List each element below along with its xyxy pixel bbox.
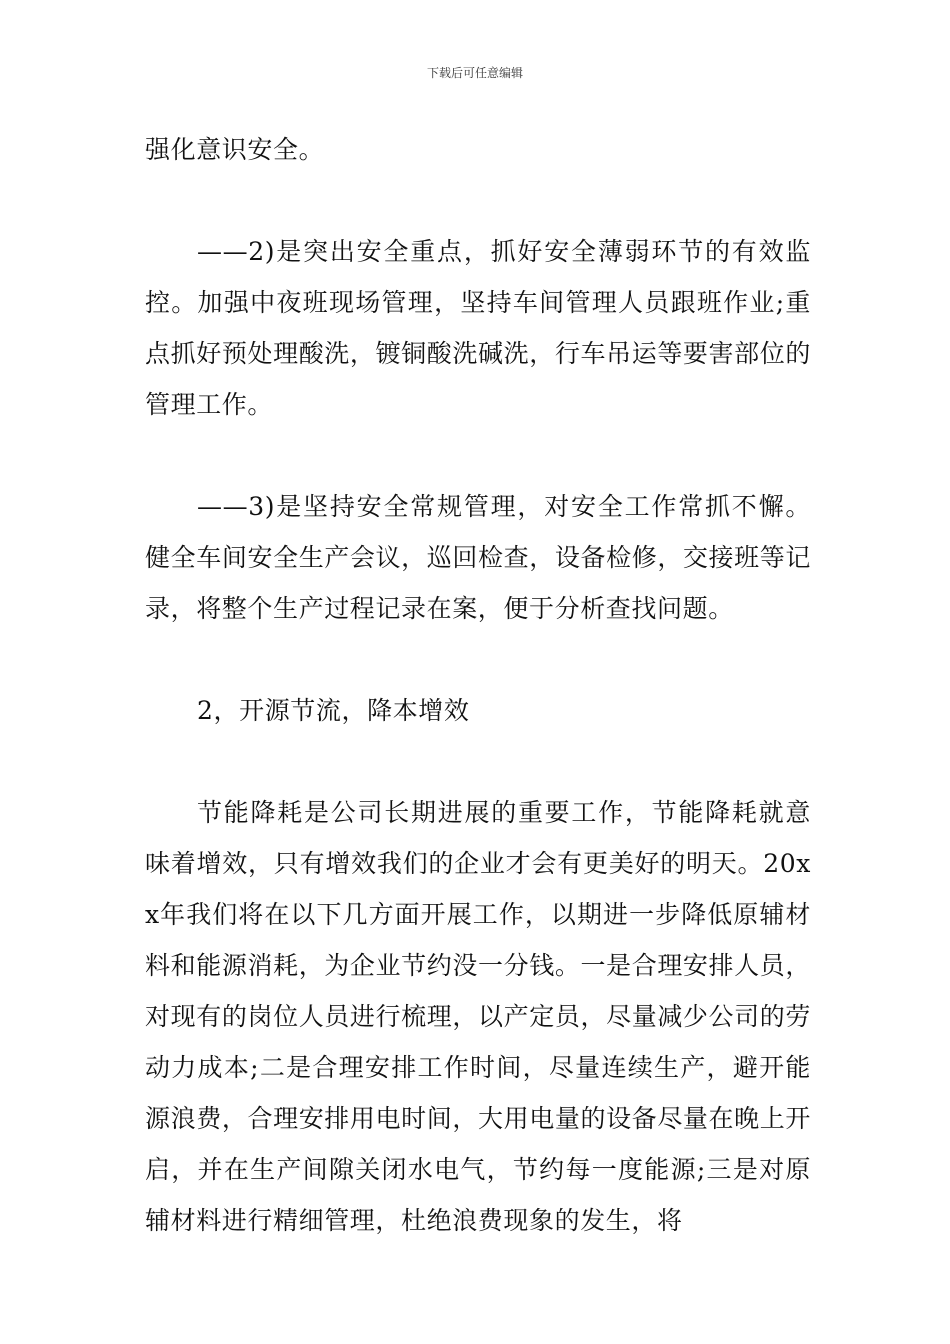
paragraph-item-2: ——2)是突出安全重点，抓好安全薄弱环节的有效监控。加强中夜班现场管理，坚持车间管理人员跟班作业;重点抓好预处理酸洗，镀铜酸洗碱洗，行车吊运等要害部位的管理工作。	[145, 237, 811, 419]
paragraph-energy-saving: 节能降耗是公司长期进展的重要工作，节能降耗就意味着增效，只有增效我们的企业才会有更美好的明天。20xx年我们将在以下几方面开展工作，以期进一步降低原辅材料和能源消耗，为企业节约没一分钱。一是合理安排人员，对现有的岗位人员进行梳理，以产定员，尽量减少公司的劳动力成本;二是合理安排工作时间，尽量连续生产，避开能源浪费，合理安排用电时间，大用电量的设备尽量在晚上开启，并在生产间隙关闭水电气，节约每一度能源;三是对原辅材料进行精细管理，杜绝浪费现象的发生，将	[145, 798, 811, 1235]
document-body	[145, 124, 811, 1246]
paragraph-item-3: ——3)是坚持安全常规管理，对安全工作常抓不懈。健全车间安全生产会议，巡回检查，设备检修，交接班等记录，将整个生产过程记录在案，便于分析查找问题。	[145, 492, 811, 623]
page-header: 下载后可任意编辑	[426, 66, 523, 80]
section-heading: 2，开源节流，降本增效	[197, 696, 470, 725]
paragraph-continuation: 强化意识安全。	[145, 135, 325, 164]
